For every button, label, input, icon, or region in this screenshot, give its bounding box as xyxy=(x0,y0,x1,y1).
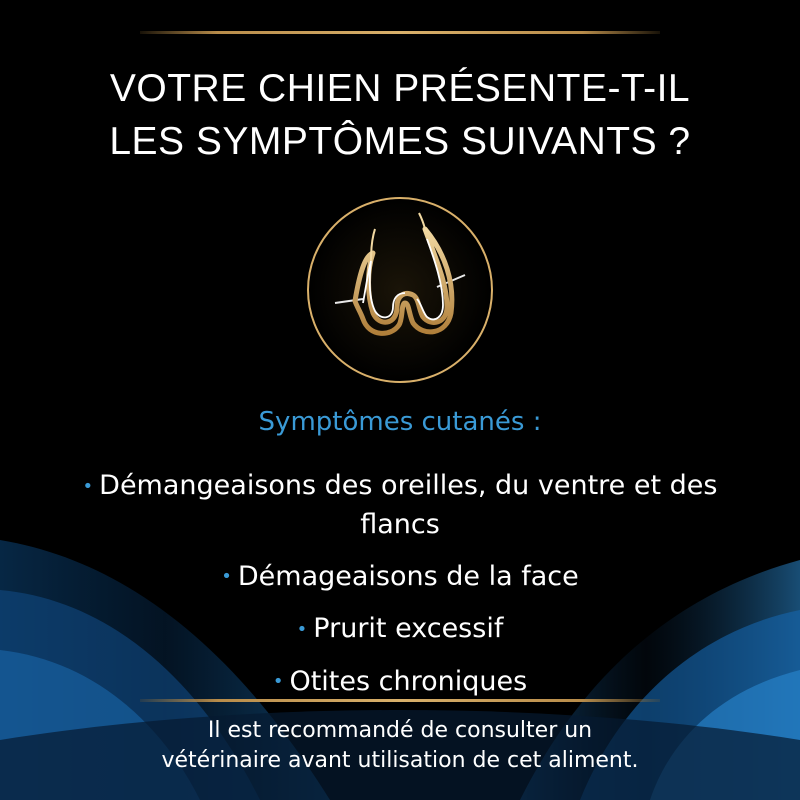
bullet-icon: • xyxy=(272,671,284,692)
list-item xyxy=(60,610,740,649)
symptom-text: Otites chroniques xyxy=(289,665,528,697)
skin-hair-follicle-icon xyxy=(305,195,495,385)
symptom-list xyxy=(60,467,740,715)
symptom-text: Prurit excessif xyxy=(313,613,504,644)
symptom-text: Démangeaisons des oreilles, du ventre et des flancs xyxy=(99,470,718,540)
disclaimer xyxy=(0,716,800,776)
symptom-text: Démageaisons de la face xyxy=(237,560,579,592)
list-item xyxy=(60,663,740,702)
disclaimer-line-2: vétérinaire avant utilisation de cet aliment. xyxy=(161,748,639,773)
list-item xyxy=(60,467,740,544)
bullet-icon: • xyxy=(221,566,232,587)
bottom-gold-rule xyxy=(140,699,660,702)
bullet-icon: • xyxy=(296,618,308,640)
headline-line-1: VOTRE CHIEN PRÉSENTE-T-IL xyxy=(109,67,691,110)
subtitle: Symptômes cutanés : xyxy=(258,407,542,437)
headline xyxy=(0,62,800,168)
headline-line-2: LES SYMPTÔMES SUIVANTS ? xyxy=(109,120,691,163)
bullet-icon: • xyxy=(82,475,94,497)
top-gold-rule xyxy=(140,31,660,34)
disclaimer-line-1: Il est recommandé de consulter un xyxy=(207,718,593,743)
list-item xyxy=(60,558,740,597)
